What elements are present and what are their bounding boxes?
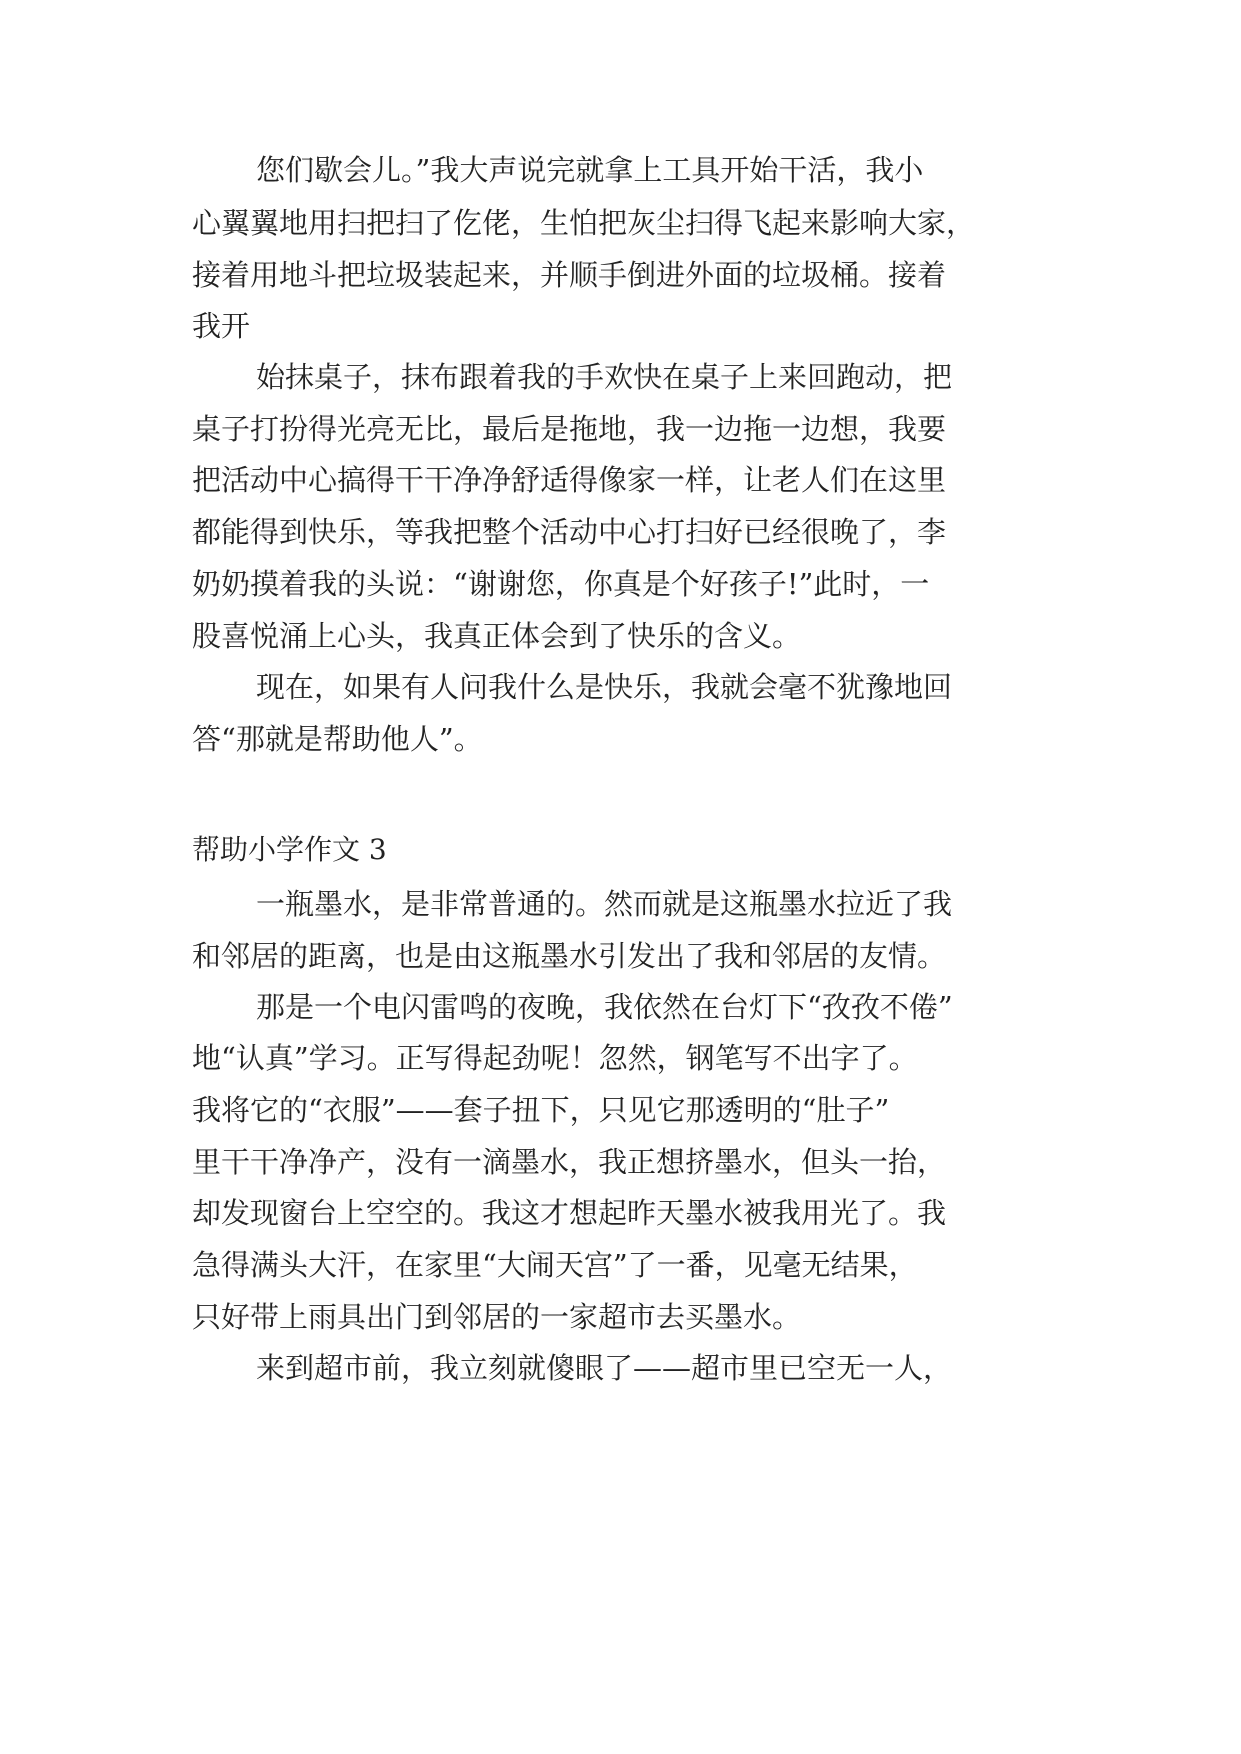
- text-line: 把活动中心搞得干干净净舒适得像家一样，让老人们在这里: [192, 463, 947, 497]
- text-line: 我开: [192, 309, 251, 343]
- text-line: 却发现窗台上空空的。我这才想起昨天墨水被我用光了。我: [192, 1196, 947, 1230]
- text-line: 您们歇会儿。”我大声说完就拿上工具开始干活，我小: [256, 153, 924, 187]
- text-line: 接着用地斗把垃圾装起来，并顺手倒进外面的垃圾桶。接着: [192, 258, 947, 292]
- text-line: 桌子打扮得光亮无比，最后是拖地，我一边拖一边想，我要: [192, 412, 947, 446]
- text-line: 急得满头大汗，在家里“大闹天宫”了一番，见毫无结果，: [192, 1248, 918, 1282]
- text-line: 奶奶摸着我的头说：“谢谢您，你真是个好孩子!”此时，一: [192, 567, 930, 601]
- text-line: 一瓶墨水，是非常普通的。然而就是这瓶墨水拉近了我: [256, 887, 953, 921]
- section-title: 帮助小学作文 3: [192, 833, 387, 866]
- text-line: 答“那就是帮助他人”。: [192, 722, 483, 756]
- text-line: 始抹桌子，抹布跟着我的手欢快在桌子上来回跑动，把: [256, 360, 953, 394]
- text-line: 我将它的“衣服”——套子扭下，只见它那透明的“肚子”: [192, 1093, 890, 1127]
- text-line: 和邻居的距离，也是由这瓶墨水引发出了我和邻居的友情。: [192, 939, 947, 973]
- text-line: 里干干净净产，没有一滴墨水，我正想挤墨水，但头一抬，: [192, 1145, 947, 1179]
- text-line: 股喜悦涌上心头，我真正体会到了快乐的含义。: [192, 619, 802, 653]
- text-line: 来到超市前，我立刻就傻眼了——超市里已空无一人，: [256, 1351, 953, 1385]
- text-line: 只好带上雨具出门到邻居的一家超市去买墨水。: [192, 1300, 802, 1334]
- text-line: 现在，如果有人问我什么是快乐，我就会毫不犹豫地回: [256, 670, 953, 704]
- text-line: 心翼翼地用扫把扫了仡佬，生怕把灰尘扫得飞起来影响大家，: [192, 206, 976, 240]
- text-line: 地“认真”学习。正写得起劲呢！忽然，钢笔写不出字了。: [192, 1041, 918, 1075]
- text-line: 那是一个电闪雷鸣的夜晚，我依然在台灯下“孜孜不倦”: [256, 990, 953, 1024]
- text-line: 都能得到快乐，等我把整个活动中心打扫好已经很晚了，李: [192, 515, 947, 549]
